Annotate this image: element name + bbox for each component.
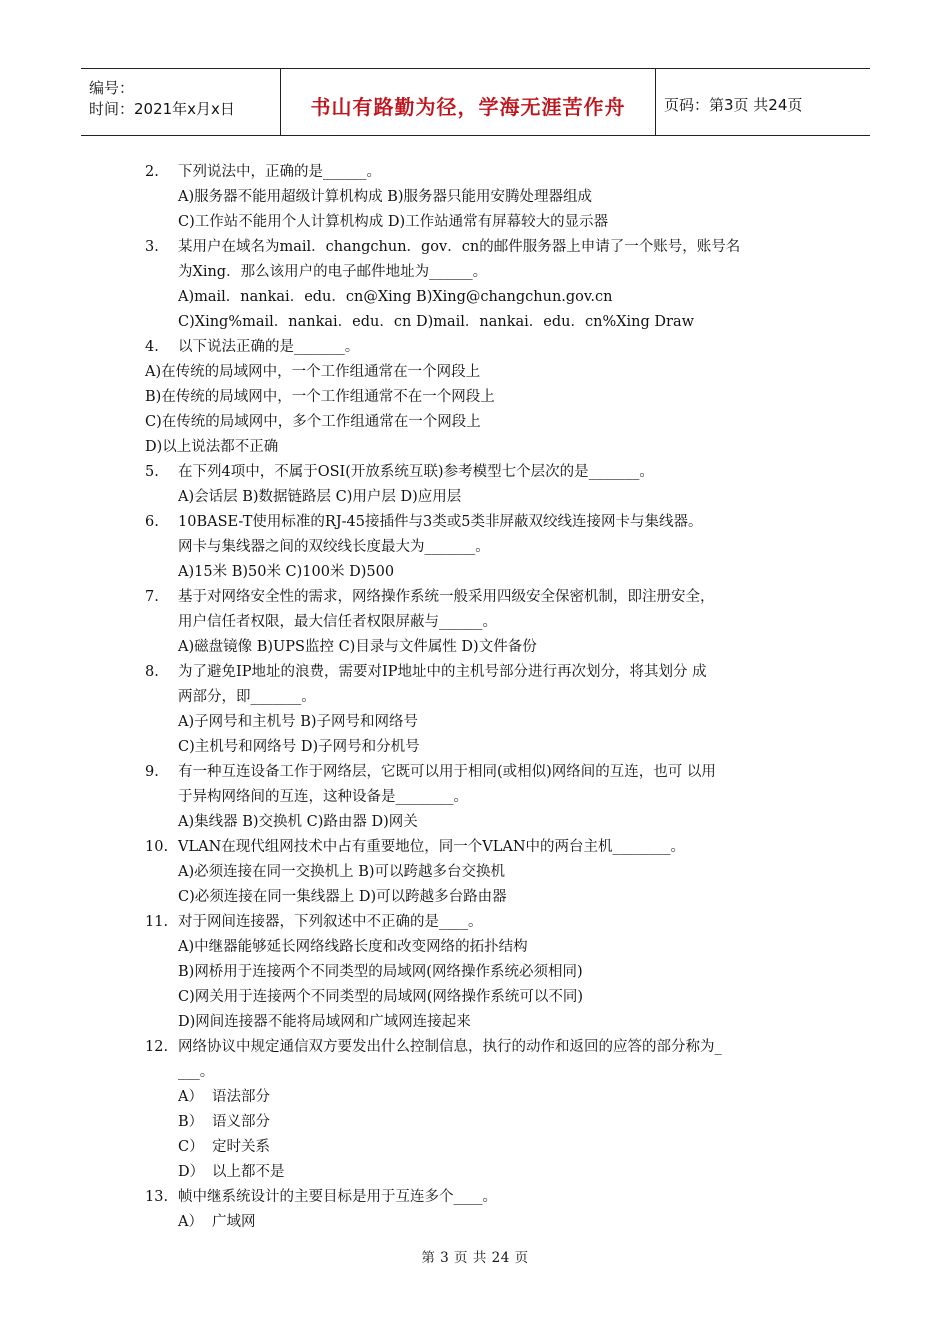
option-label: A） <box>178 1089 203 1105</box>
question-line <box>145 660 825 685</box>
question-text: 网络协议中规定通信双方要发出什么控制信息，执行的动作和返回的应答的部分称为_ <box>178 1039 722 1055</box>
question-number: 5. <box>145 464 159 480</box>
question-line <box>145 835 825 860</box>
answer-option <box>145 1135 825 1160</box>
question-line <box>145 785 825 810</box>
question-line <box>145 210 825 235</box>
question-text: C)Xing%mail．nankai．edu．cn D)mail．nankai．edu．cn%Xing Draw <box>178 314 695 330</box>
question-line <box>145 260 825 285</box>
question-number: 11. <box>145 914 169 930</box>
option-label: B） <box>178 1114 204 1130</box>
page-header <box>81 68 870 136</box>
question-list <box>145 160 825 1235</box>
document-time: 时间：2021年x月x日 <box>89 100 235 118</box>
option-line <box>145 360 825 385</box>
question-number: 3. <box>145 239 159 255</box>
document-number-label: 编号： <box>89 79 135 97</box>
question-text: A)在传统的局域网中，一个工作组通常在一个网段上 <box>145 364 481 380</box>
question-line <box>145 185 825 210</box>
question-number: 12. <box>145 1039 169 1055</box>
question-number: 10. <box>145 839 169 855</box>
question-line <box>145 560 825 585</box>
question-text: 某用户在域名为mail．changchun．gov．cn的邮件服务器上申请了一个账号，账号名 <box>178 239 741 255</box>
question-text: VLAN在现代组网技术中占有重要地位，同一个VLAN中的两台主机________。 <box>178 839 686 855</box>
question-line <box>145 1010 825 1035</box>
question-line <box>145 535 825 560</box>
answer-option <box>145 1085 825 1110</box>
question-line <box>145 635 825 660</box>
question-number: 2. <box>145 164 159 180</box>
question-number: 13. <box>145 1189 169 1205</box>
question-block <box>145 660 825 760</box>
question-line <box>145 735 825 760</box>
option-text: 定时关系 <box>212 1139 270 1155</box>
question-line <box>145 335 825 360</box>
option-line <box>145 385 825 410</box>
question-line <box>145 960 825 985</box>
question-line <box>145 285 825 310</box>
question-text: A)集线器 B)交换机 C)路由器 D)网关 <box>178 814 418 830</box>
question-text: C)网关用于连接两个不同类型的局域网(网络操作系统可以不同) <box>178 989 584 1005</box>
header-motto: 书山有路勤为径，学海无涯苦作舟 <box>281 69 656 135</box>
question-text: A)中继器能够延长网络线路长度和改变网络的拓扑结构 <box>178 939 528 955</box>
question-block <box>145 910 825 1035</box>
question-text: C)在传统的局域网中，多个工作组通常在一个网段上 <box>145 414 481 430</box>
question-line <box>145 710 825 735</box>
question-block <box>145 1185 825 1235</box>
question-block <box>145 1035 825 1185</box>
question-line <box>145 160 825 185</box>
question-number: 8. <box>145 664 159 680</box>
question-text: A)会话层 B)数据链路层 C)用户层 D)应用层 <box>178 489 462 505</box>
question-text: 10BASE-T使用标准的RJ-45接插件与3类或5类非屏蔽双绞线连接网卡与集线器。 <box>178 514 703 530</box>
option-text: 语义部分 <box>212 1114 270 1130</box>
question-text: C)工作站不能用个人计算机构成 D)工作站通常有屏幕较大的显示器 <box>178 214 609 230</box>
question-number: 7. <box>145 589 159 605</box>
question-text: C)主机号和网络号 D)子网号和分机号 <box>178 739 420 755</box>
question-text: A)mail．nankai．edu．cn@Xing B)Xing@changchun.gov.cn <box>178 289 613 305</box>
question-line <box>145 235 825 260</box>
question-text: A)15米 B)50米 C)100米 D)500 <box>178 564 395 580</box>
question-line <box>145 610 825 635</box>
page-footer: 第 3 页 共 24 页 <box>421 1250 529 1266</box>
question-text: 帧中继系统设计的主要目标是用于互连多个____。 <box>178 1189 497 1205</box>
question-text: 对于网间连接器，下列叙述中不正确的是____。 <box>178 914 483 930</box>
question-line <box>145 860 825 885</box>
question-block <box>145 360 825 460</box>
answer-option <box>145 1210 825 1235</box>
question-block <box>145 760 825 835</box>
question-line <box>145 935 825 960</box>
question-line <box>145 585 825 610</box>
question-line <box>145 485 825 510</box>
question-text: 为了避免IP地址的浪费，需要对IP地址中的主机号部分进行再次划分，将其划分 成 <box>178 664 707 680</box>
question-text: A)子网号和主机号 B)子网号和网络号 <box>178 714 419 730</box>
option-label: A） <box>178 1214 203 1230</box>
question-text: C)必须连接在同一集线器上 D)可以跨越多台路由器 <box>178 889 507 905</box>
question-text: B)在传统的局域网中，一个工作组通常不在一个网段上 <box>145 389 495 405</box>
question-block <box>145 585 825 660</box>
header-page-info: 页码：第3页 共24页 <box>664 95 803 114</box>
question-line <box>145 760 825 785</box>
question-text: 在下列4项中，不属于OSI(开放系统互联)参考模型七个层次的是_______。 <box>178 464 654 480</box>
header-meta <box>81 69 281 135</box>
question-block <box>145 510 825 585</box>
question-text: 网卡与集线器之间的双绞线长度最大为_______。 <box>178 539 490 555</box>
question-line <box>145 985 825 1010</box>
question-text: D)网间连接器不能将局域网和广域网连接起来 <box>178 1014 471 1030</box>
question-text: 于异构网络间的互连，这种设备是________。 <box>178 789 468 805</box>
question-number: 6. <box>145 514 159 530</box>
question-line <box>145 810 825 835</box>
question-block <box>145 460 825 510</box>
question-line <box>145 885 825 910</box>
question-text: 两部分，即_______。 <box>178 689 316 705</box>
question-text: 用户信任者权限，最大信任者权限屏蔽与______。 <box>178 614 497 630</box>
question-block <box>145 335 825 360</box>
question-text: B)网桥用于连接两个不同类型的局域网(网络操作系统必须相同) <box>178 964 583 980</box>
option-label: C） <box>178 1139 204 1155</box>
option-text: 以上都不是 <box>212 1164 285 1180</box>
option-line <box>145 435 825 460</box>
question-block <box>145 235 825 335</box>
option-line <box>145 410 825 435</box>
question-number: 4. <box>145 339 159 355</box>
question-line <box>145 510 825 535</box>
question-text: ___。 <box>178 1064 215 1080</box>
question-text: D)以上说法都不正确 <box>145 439 279 455</box>
option-label: D） <box>178 1164 205 1180</box>
question-text: 有一种互连设备工作于网络层，它既可以用于相同(或相似)网络间的互连，也可 以用 <box>178 764 716 780</box>
question-text: A)磁盘镜像 B)UPS监控 C)目录与文件属性 D)文件备份 <box>178 639 537 655</box>
question-text: 下列说法中，正确的是______。 <box>178 164 381 180</box>
question-block <box>145 835 825 910</box>
question-text: 基于对网络安全性的需求，网络操作系统一般采用四级安全保密机制，即注册安全， <box>178 589 715 605</box>
question-line <box>145 310 825 335</box>
question-text: A)服务器不能用超级计算机构成 B)服务器只能用安腾处理器组成 <box>178 189 593 205</box>
question-line <box>145 460 825 485</box>
question-line <box>145 1185 825 1210</box>
option-text: 语法部分 <box>212 1089 270 1105</box>
question-text: 为Xing．那么该用户的电子邮件地址为______。 <box>178 264 488 280</box>
question-text: A)必须连接在同一交换机上 B)可以跨越多台交换机 <box>178 864 506 880</box>
question-line <box>145 1035 825 1060</box>
question-block <box>145 160 825 235</box>
option-text: 广域网 <box>212 1214 256 1230</box>
question-line <box>145 685 825 710</box>
answer-option <box>145 1110 825 1135</box>
question-line <box>145 1060 825 1085</box>
answer-option <box>145 1160 825 1185</box>
question-line <box>145 910 825 935</box>
question-number: 9. <box>145 764 159 780</box>
question-text: 以下说法正确的是_______。 <box>178 339 360 355</box>
